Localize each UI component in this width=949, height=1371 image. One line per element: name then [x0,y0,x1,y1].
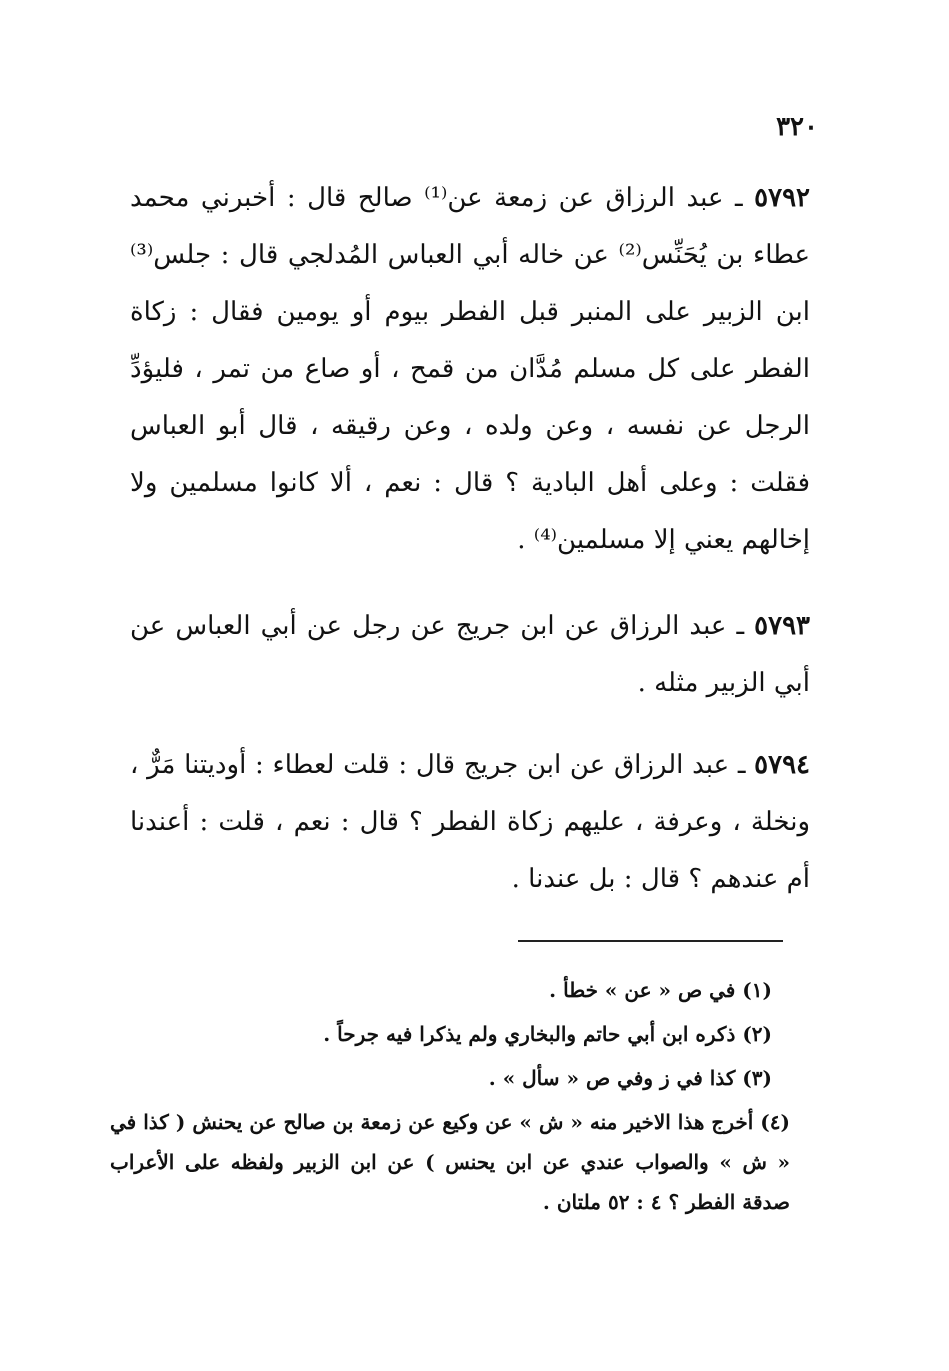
hadith-entry [130,737,810,908]
hadith-entry [130,598,810,712]
hadith-text: ـ عبد الرزاق عن ابن جريج قال : قلت لعطاء : أوديتنا مَرٌّ ، ونخلة ، وعرفة ، عليهم زكاة الفطر ؟ قال : نعم ، قلت : أعندنا أم عندهم ؟ قال : بل عندنا . [130,750,810,894]
hadith-number: ٥٧٩٣ [754,611,810,641]
hadith-number: ٥٧٩٤ [754,750,810,780]
footnote: (٣) كذا في ز وفي ص « سأل » . [488,1066,772,1090]
page-number: ٣٢٠ [776,112,818,142]
hadith-text: ـ عبد الرزاق عن زمعة عن⁽¹⁾ صالح قال : أخبرني محمد عطاء بن يُحَنِّس⁽²⁾ عن خاله أبي العباس المُدلجي قال : جلس⁽³⁾ ابن الزبير على المنبر قبل الفطر بيوم أو يومين فقال : زكاة الفطر على كل مسلم مُدَّان من قمح ، أو صاع من تمر ، فليؤدِّ الرجل عن نفسه ، وعن ولده ، وعن رقيقه ، قال أبو العباس فقلت : وعلى أهل البادية ؟ قال : نعم ، ألا كانوا مسلمين ولا إخالهم يعني إلا مسلمين⁽⁴⁾ . [130,183,810,555]
hadith-text: ـ عبد الرزاق عن ابن جريج عن رجل عن أبي العباس عن أبي الزبير مثله . [130,611,810,698]
hadith-number: ٥٧٩٢ [754,183,810,213]
footnote: (١) في ص « عن » خطأ . [549,978,772,1002]
footnotes [110,970,790,1226]
footnote: (٢) ذكره ابن أبي حاتم والبخاري ولم يذكرا فيه جرحاً . [323,1022,772,1046]
hadith-entry [130,170,810,569]
footnote-divider [518,940,783,942]
footnote: (٤) أخرج هذا الاخير منه « ش » عن وكيع عن زمعة بن صالح عن يحنش ( كذا في « ش » والصواب عندي عن ابن يحنس ) عن ابن الزبير ولفظه على الأعراب صدقة الفطر ؟ ٤ : ٥٢ ملتان . [110,1110,790,1214]
